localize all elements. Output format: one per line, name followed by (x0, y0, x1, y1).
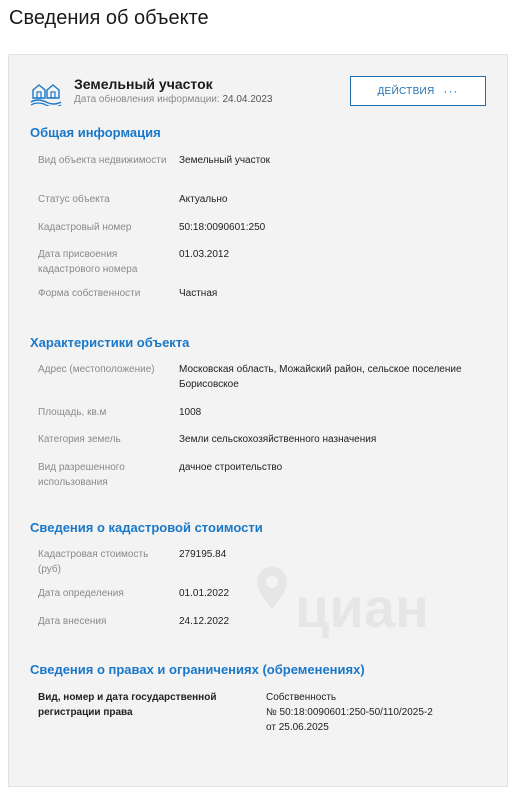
row-key: Дата внесения (38, 616, 107, 627)
section-title-characteristics: Характеристики объекта (30, 335, 190, 350)
object-card (8, 54, 508, 787)
row-value: Земли сельскохозяйственного назначения (179, 434, 377, 445)
section-title-general: Общая информация (30, 125, 161, 140)
row-value: 01.01.2022 (179, 588, 230, 599)
updated-label: Дата обновления информации: (74, 94, 220, 105)
rights-key: Вид, номер и дата государственной регистрации права (38, 692, 217, 718)
page-title: Сведения об объекте (9, 7, 209, 29)
actions-label: ДЕЙСТВИЯ (377, 85, 435, 97)
rights-date: от 25.06.2025 (266, 722, 329, 733)
row-key: Кадастровый номер (38, 222, 132, 233)
row-value: 50:18:0090601:250 (179, 222, 266, 233)
actions-button[interactable] (350, 76, 486, 106)
row-key: Площадь, кв.м (38, 407, 107, 418)
row-value: Земельный участок (179, 155, 271, 166)
row-value: Частная (179, 288, 218, 299)
row-key: Вид объекта недвижимости (38, 155, 167, 166)
more-dots-icon: ··· (443, 84, 459, 98)
row-key: Статус объекта (38, 194, 110, 205)
row-key: Адрес (местоположение) (38, 364, 155, 375)
object-header (9, 55, 507, 115)
row-key: Категория земель (38, 434, 121, 445)
row-value: 01.03.2012 (179, 249, 230, 260)
row-key: Дата присвоения кадастрового номера (38, 249, 138, 275)
row-key: Вид разрешенного использования (38, 462, 125, 488)
land-plot-icon (30, 80, 62, 106)
object-updated (74, 94, 273, 105)
row-value: дачное строительство (179, 462, 283, 473)
row-value: 24.12.2022 (179, 616, 230, 627)
row-value: 1008 (179, 407, 202, 418)
row-value: Московская область, Можайский район, сельское поселение Борисовское (179, 364, 462, 390)
updated-value: 24.04.2023 (222, 94, 273, 105)
object-title: Земельный участок (74, 76, 213, 92)
row-key: Форма собственности (38, 288, 141, 299)
row-value: Актуально (179, 194, 228, 205)
rights-value (266, 690, 481, 735)
row-key: Кадастровая стоимость (руб) (38, 549, 149, 575)
row-value: 279195.84 (179, 549, 227, 560)
section-title-cadastral-value: Сведения о кадастровой стоимости (30, 520, 263, 535)
rights-number: № 50:18:0090601:250-50/110/2025-2 (266, 707, 433, 718)
section-title-rights: Сведения о правах и ограничениях (обременениях) (30, 662, 365, 677)
rights-type: Собственность (266, 692, 337, 703)
row-key: Дата определения (38, 588, 124, 599)
